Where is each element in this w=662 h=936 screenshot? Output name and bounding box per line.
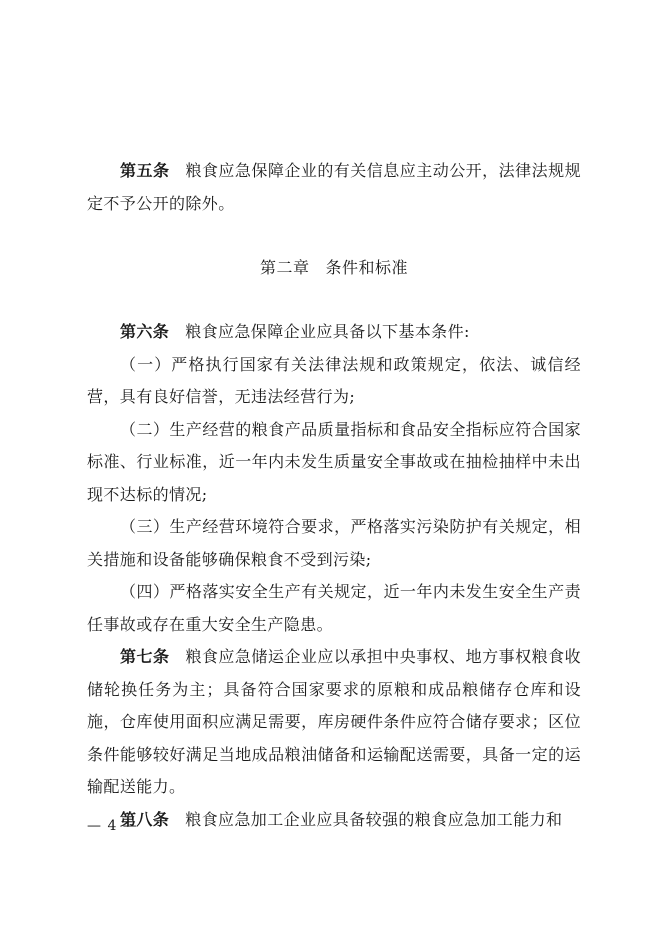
chapter-heading bbox=[87, 252, 581, 284]
document-page bbox=[87, 155, 581, 836]
page-number: — 4 — bbox=[87, 818, 138, 834]
article-5-heading: 第五条 bbox=[120, 161, 170, 180]
article-7 bbox=[87, 641, 581, 804]
article-5-text: 粮食应急保障企业的有关信息应主动公开，法律法规规定不予公开的除外。 bbox=[87, 161, 581, 213]
article-6-item-2: （二）生产经营的粮食产品质量指标和食品安全指标应符合国家标准、行业标准，近一年内未发生质量安全事故或在抽检抽样中未出现不达标的情况; bbox=[87, 419, 581, 504]
article-6-item-4: （四）严格落实安全生产有关规定，近一年内未发生安全生产责任事故或存在重大安全生产隐患。 bbox=[87, 582, 581, 634]
article-6-heading: 第六条 bbox=[120, 322, 170, 341]
article-7-heading: 第七条 bbox=[120, 647, 170, 666]
article-6-item-3: （三）生产经营环境符合要求，严格落实污染防护有关规定，相关措施和设备能够确保粮食不受到污染; bbox=[87, 517, 581, 569]
article-8-heading: 第八条 bbox=[120, 809, 170, 829]
chapter-number: 第二章 bbox=[259, 258, 310, 277]
article-6 bbox=[87, 316, 581, 349]
article-5 bbox=[87, 155, 581, 220]
article-8-text: 粮食应急加工企业应具备较强的粮食应急加工能力和 bbox=[185, 809, 563, 829]
article-8 bbox=[87, 804, 581, 837]
article-6-item-1: （一）严格执行国家有关法律法规和政策规定，依法、诚信经营，具有良好信誉，无违法经营行为; bbox=[87, 354, 581, 406]
chapter-title: 条件和标准 bbox=[325, 258, 409, 277]
article-7-text: 粮食应急储运企业应以承担中央事权、地方事权粮食收储轮换任务为主；具备符合国家要求的原粮和成品粮储存仓库和设施，仓库使用面积应满足需要，库房硬件条件应符合储存要求；区位条件能够较好满足当地成品粮油储备和运输配送需要，具备一定的运输配送能力。 bbox=[87, 647, 581, 796]
article-6-text: 粮食应急保障企业应具备以下基本条件: bbox=[185, 322, 470, 341]
